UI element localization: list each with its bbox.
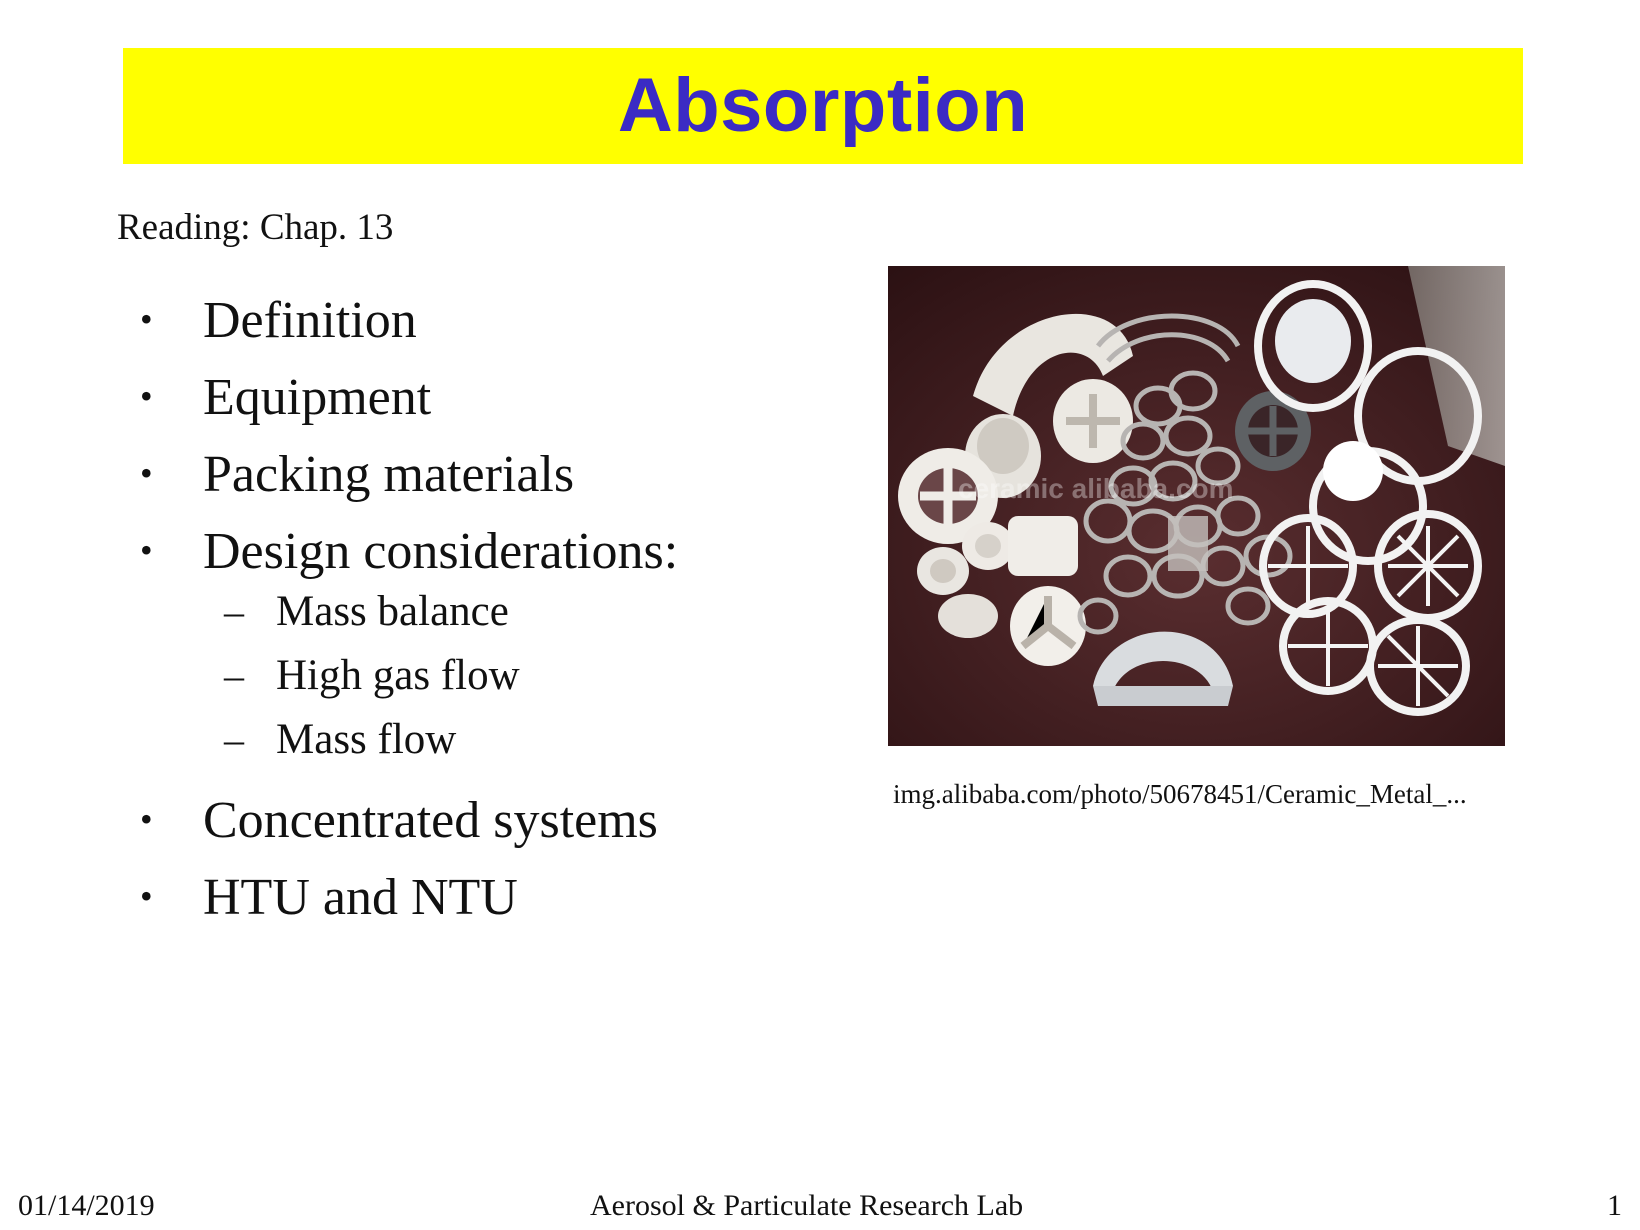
- bullet-item: [140, 513, 880, 590]
- sub-bullet-item: [140, 654, 880, 718]
- bullet-item: [140, 859, 880, 936]
- bullet-item: [140, 282, 880, 359]
- bullet-text: Design considerations:: [203, 522, 679, 580]
- bullet-marker: •: [140, 798, 153, 839]
- bullet-item: [140, 436, 880, 513]
- sub-bullet-marker: –: [224, 653, 244, 698]
- footer-date: 01/14/2019: [18, 1189, 155, 1222]
- bullet-text: Definition: [203, 291, 417, 349]
- footer-lab-name: Aerosol & Particulate Research Lab: [590, 1189, 1024, 1222]
- bullet-marker: •: [140, 452, 153, 493]
- sub-bullet-text: Mass balance: [276, 588, 509, 635]
- bullet-marker: •: [140, 875, 153, 916]
- reading-reference: Reading: Chap. 13: [117, 207, 394, 248]
- sub-bullet-item: [140, 590, 880, 654]
- bullet-text: Packing materials: [203, 445, 575, 503]
- sub-bullet-text: High gas flow: [276, 652, 520, 699]
- packing-materials-photo: [888, 266, 1505, 746]
- bullet-item: [140, 359, 880, 436]
- svg-text:ceramic alibaba.com: ceramic alibaba.com: [958, 473, 1234, 504]
- sub-bullet-text: Mass flow: [276, 716, 457, 763]
- sub-bullet-marker: –: [224, 589, 244, 634]
- sub-bullet-item: [140, 718, 880, 782]
- bullet-text: Equipment: [203, 368, 432, 426]
- bullet-marker: •: [140, 298, 153, 339]
- bullet-item: [140, 782, 880, 859]
- bullet-marker: •: [140, 529, 153, 570]
- image-caption: img.alibaba.com/photo/50678451/Ceramic_Metal_...: [893, 779, 1467, 809]
- sub-bullet-marker: –: [224, 717, 244, 762]
- footer-page-number: 1: [1607, 1189, 1622, 1222]
- bullet-list: [140, 282, 880, 936]
- bullet-marker: •: [140, 375, 153, 416]
- bullet-text: HTU and NTU: [203, 868, 518, 926]
- title-banner: [123, 48, 1523, 164]
- slide-title: Absorption: [617, 63, 1029, 148]
- bullet-text: Concentrated systems: [203, 791, 658, 849]
